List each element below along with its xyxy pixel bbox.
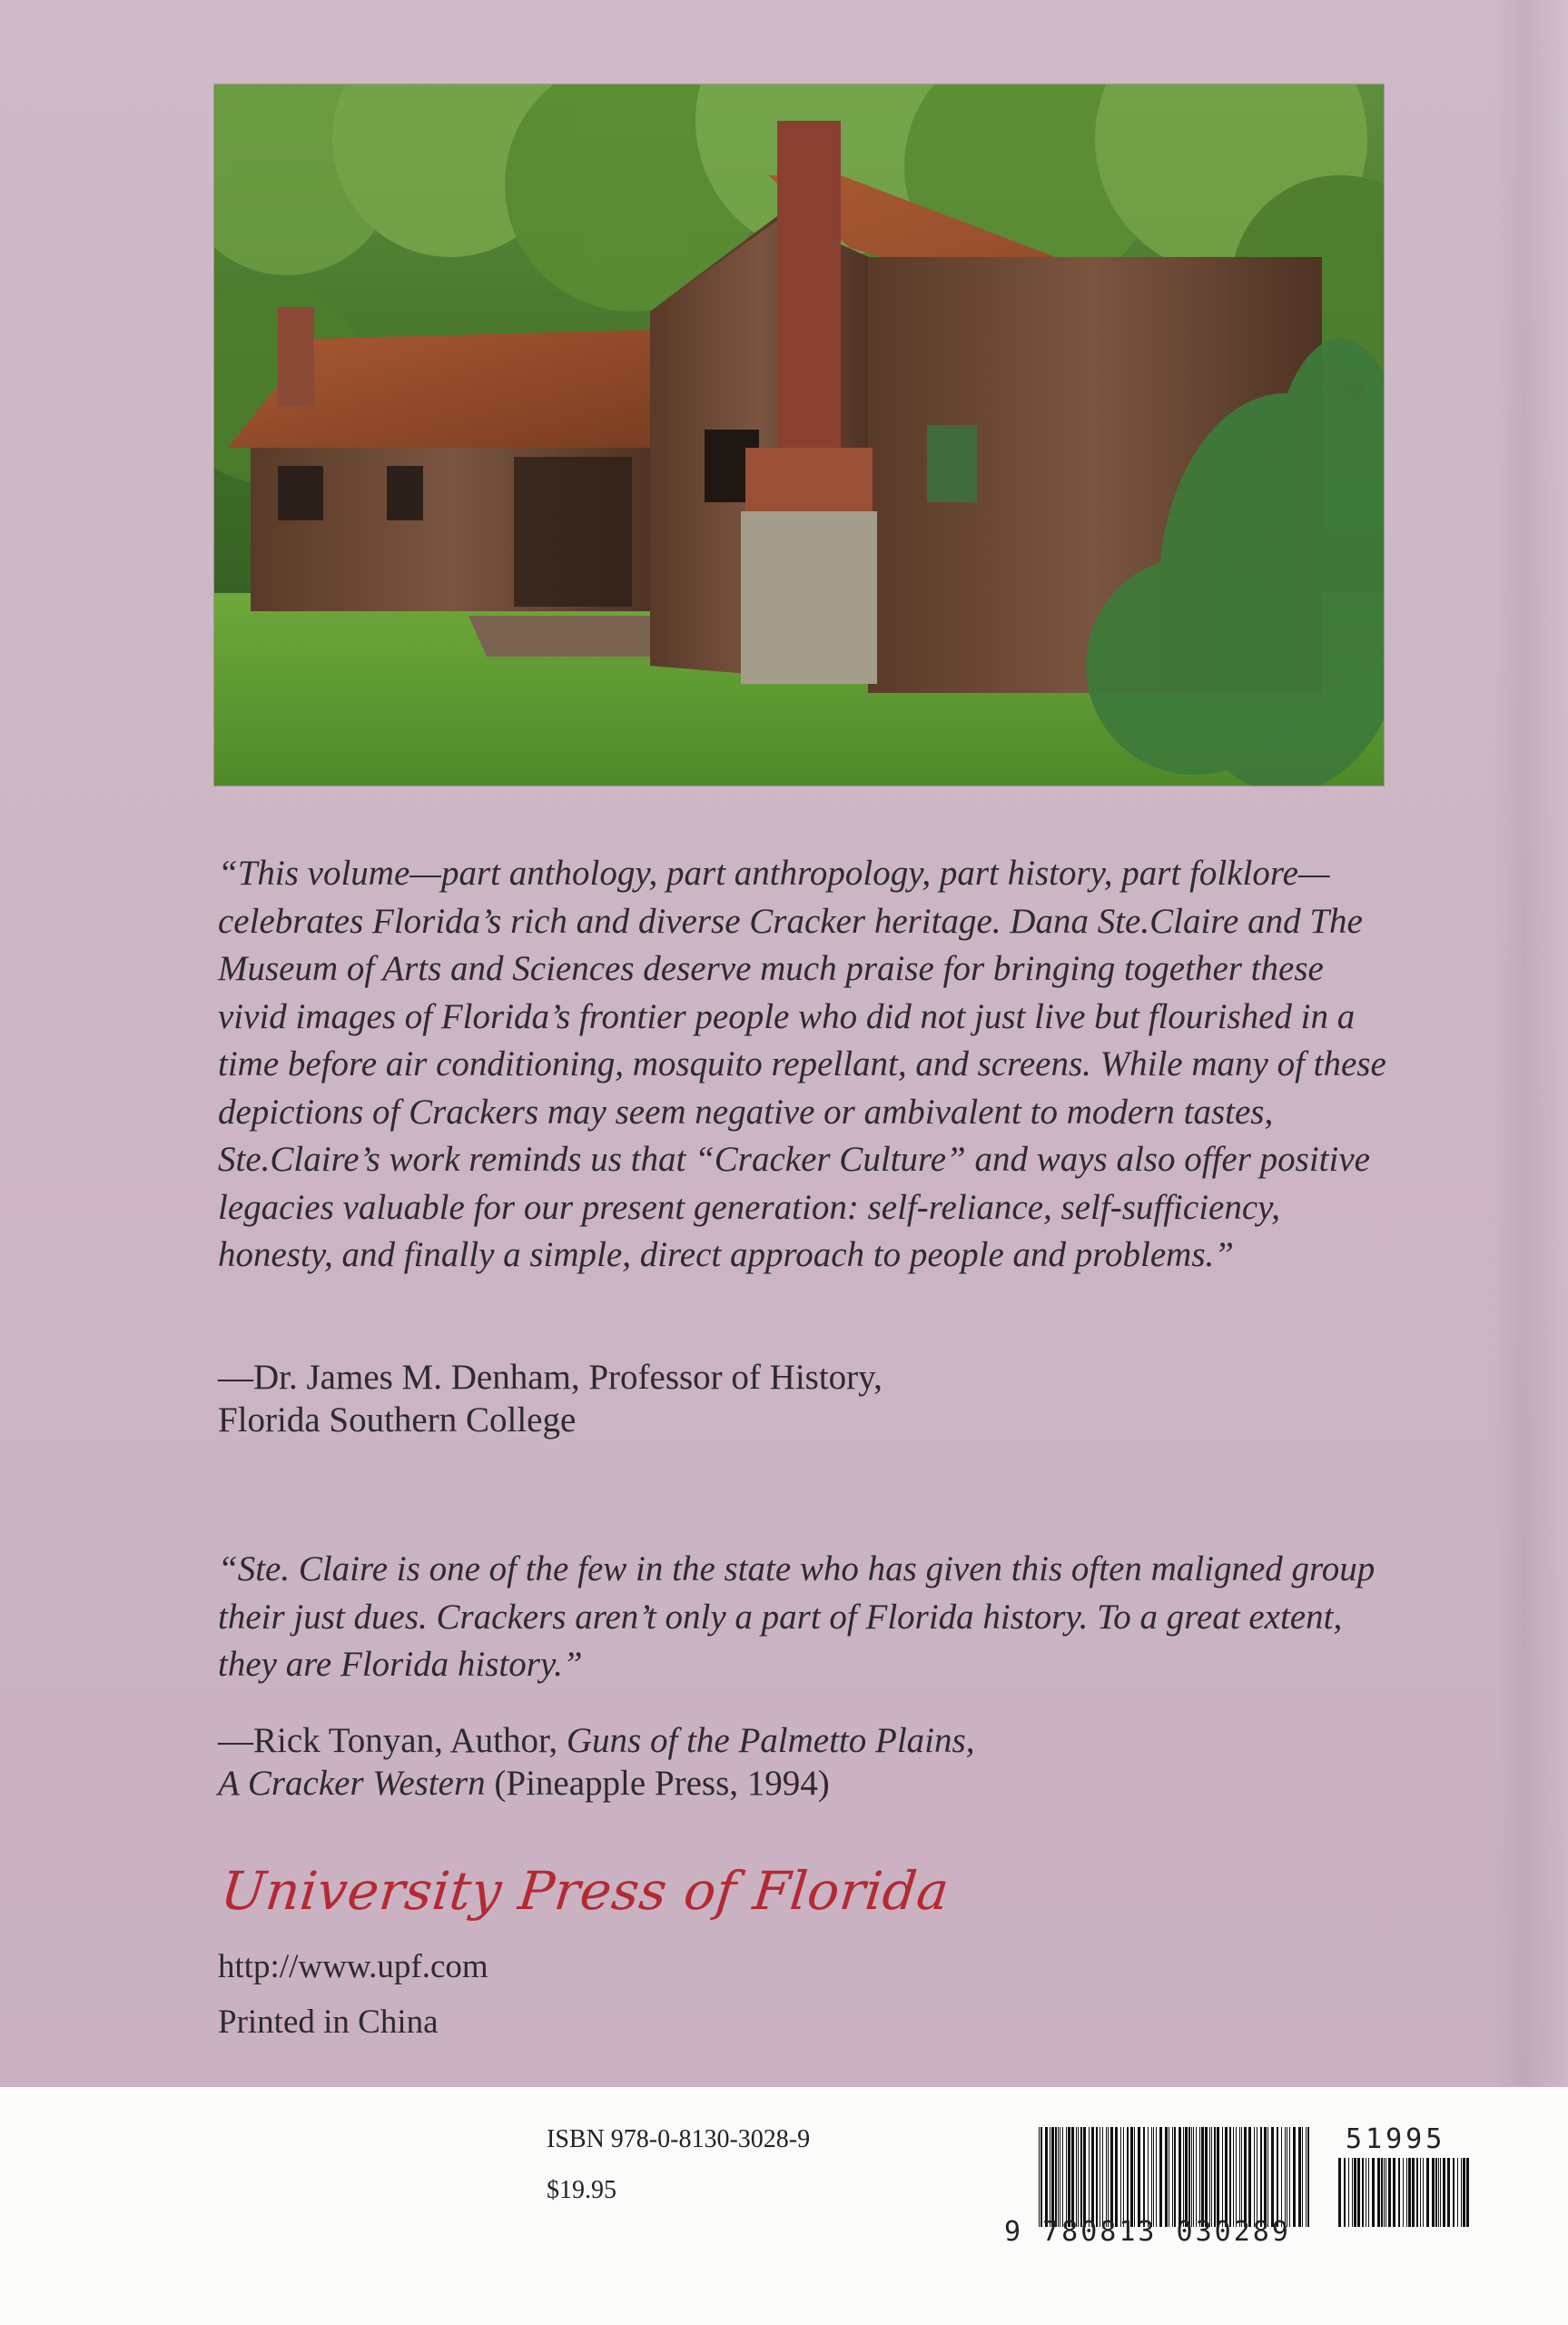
barcode-bar	[1222, 2127, 1223, 2227]
barcode-bar	[1426, 2158, 1429, 2227]
barcode-bar	[1102, 2127, 1103, 2227]
barcode-bar	[1440, 2158, 1441, 2227]
barcode-bar	[1244, 2127, 1247, 2227]
barcode-bar	[1271, 2127, 1274, 2227]
barcode-bar	[1185, 2127, 1188, 2227]
attribution-tonyan-book2: A Cracker Western	[218, 1764, 486, 1803]
barcode-bar	[1236, 2127, 1237, 2227]
barcode-digits: 9 780813 030289	[1004, 2216, 1291, 2248]
isbn-barcode	[1039, 2127, 1311, 2227]
barcode-bar	[1267, 2127, 1268, 2227]
barcode-bar	[1178, 2127, 1181, 2227]
barcode-bar	[1199, 2127, 1200, 2227]
barcode-bar	[1172, 2127, 1173, 2227]
barcode-bar	[1248, 2127, 1251, 2227]
barcode-bar	[1461, 2158, 1462, 2227]
barcode-bar	[1039, 2127, 1040, 2227]
barcode-bar	[1277, 2127, 1278, 2227]
barcode-bar	[1344, 2158, 1346, 2227]
cracker-house-photo	[214, 84, 1384, 786]
barcode-bar	[1412, 2158, 1415, 2227]
barcode-bar	[1159, 2127, 1162, 2227]
addon-digits: 51995	[1346, 2123, 1446, 2155]
barcode-bar	[1233, 2127, 1234, 2227]
barcode-bar	[1285, 2127, 1286, 2227]
barcode-bar	[1466, 2158, 1469, 2227]
barcode-bar	[1066, 2127, 1067, 2227]
barcode-bar	[1068, 2127, 1070, 2227]
barcode-bar	[1447, 2158, 1450, 2227]
barcode-bar	[1388, 2158, 1391, 2227]
barcode-bar	[1393, 2158, 1395, 2227]
barcode-bar	[1281, 2127, 1282, 2227]
barcode-bar	[1416, 2158, 1418, 2227]
barcode-bar	[1403, 2158, 1404, 2227]
barcode-bar	[1453, 2158, 1455, 2227]
barcode-bar	[1193, 2127, 1194, 2227]
barcode-bar	[1089, 2127, 1090, 2227]
barcode-bar	[1062, 2127, 1063, 2227]
barcode-bar	[1293, 2127, 1296, 2227]
barcode-bar	[1302, 2127, 1303, 2227]
barcode-bar	[1381, 2158, 1383, 2227]
barcode-bar	[1148, 2127, 1149, 2227]
barcode-bar	[1076, 2127, 1077, 2227]
barcode-bar	[1174, 2127, 1176, 2227]
barcode-bar	[1398, 2158, 1400, 2227]
barcode-bar	[1127, 2127, 1129, 2227]
review-quote-denham: “This volume—part anthology, part anthropology, part history, part folklore—celebrates Florida’s rich and diverse Cracker heritage. Dana Ste.Claire and The Museum of Arts and Sciences deserve much praise for bringing together these vivid images of Florida’s frontier people who did not just live but flourished in a time before air conditioning, mosquito repellant, and screens. While many of these depictions of Crackers may seem negative or ambivalent to modern tastes, Ste.Claire’s work reminds us that “Cracker Culture” and ways also offer positive legacies valuable for our present generation: self-reliance, self-sufficiency, honesty, and finally a simple, direct approach to people and problems.”	[218, 854, 1386, 1274]
barcode-bar	[1229, 2127, 1231, 2227]
barcode-bar	[1260, 2127, 1262, 2227]
barcode-bar	[1357, 2158, 1360, 2227]
attribution-tonyan-prefix: —Rick Tonyan, Author,	[218, 1721, 567, 1760]
attribution-tonyan-book: Guns of the Palmetto Plains,	[566, 1721, 975, 1760]
barcode-bar	[1106, 2127, 1107, 2227]
barcode-bar	[1058, 2127, 1059, 2227]
barcode-bar	[1040, 2127, 1042, 2227]
barcode-bar	[1423, 2158, 1424, 2227]
barcode-bar	[1306, 2127, 1307, 2227]
cracker-house-illustration	[214, 84, 1384, 786]
barcode-bar	[1201, 2127, 1204, 2227]
price-label: $19.95	[547, 2176, 616, 2204]
printed-in: Printed in China	[218, 2003, 439, 2041]
barcode-bar	[1143, 2127, 1145, 2227]
barcode-bar	[1153, 2127, 1154, 2227]
barcode-bar	[1408, 2158, 1411, 2227]
barcode-bar	[1183, 2127, 1184, 2227]
barcode-bar	[1239, 2127, 1240, 2227]
barcode-bar	[1264, 2127, 1267, 2227]
barcode-bar	[1108, 2127, 1109, 2227]
barcode-bar	[1130, 2127, 1133, 2227]
barcode-bar	[1115, 2127, 1118, 2227]
barcode-bar	[1156, 2127, 1157, 2227]
barcode-bar	[1438, 2158, 1439, 2227]
barcode-bar	[1051, 2127, 1054, 2227]
barcode-bar	[1138, 2127, 1140, 2227]
isbn-label: ISBN 978-0-8130-3028-9	[547, 2125, 811, 2153]
barcode-bar	[1372, 2158, 1375, 2227]
barcode-bar	[1205, 2127, 1208, 2227]
barcode-bar	[1225, 2127, 1228, 2227]
barcode-bar	[1241, 2127, 1242, 2227]
barcode-bar	[1298, 2127, 1301, 2227]
barcode-bar	[1420, 2158, 1421, 2227]
barcode-bar	[1289, 2127, 1290, 2227]
barcode-bar	[1151, 2127, 1152, 2227]
attribution-denham	[218, 1356, 1217, 1441]
attribution-tonyan-suffix: (Pineapple Press, 1994)	[485, 1764, 830, 1803]
barcode-bar	[1165, 2127, 1168, 2227]
barcode-bar	[1191, 2127, 1192, 2227]
attribution-tonyan-line1	[218, 1719, 1217, 1762]
barcode-bar	[1457, 2158, 1458, 2227]
barcode-bar	[1362, 2158, 1364, 2227]
barcode-bar	[1120, 2127, 1121, 2227]
publisher-url: http://www.upf.com	[218, 1948, 488, 1985]
barcode-bar	[1254, 2127, 1255, 2227]
barcode-bar	[1406, 2158, 1407, 2227]
barcode-bar	[1338, 2158, 1341, 2227]
price-addon-barcode	[1338, 2158, 1471, 2227]
barcode-bar	[1080, 2127, 1082, 2227]
attribution-tonyan	[218, 1719, 1217, 1805]
barcode-bar	[1045, 2127, 1048, 2227]
attribution-denham-line2: Florida Southern College	[218, 1400, 577, 1440]
publisher-logo: University Press of Florida	[218, 1860, 952, 1922]
barcode-bar	[1307, 2127, 1309, 2227]
barcode-bar	[1055, 2127, 1057, 2227]
barcode-bar	[1110, 2127, 1113, 2227]
barcode-bar	[1214, 2127, 1216, 2227]
barcode-bar	[1091, 2127, 1094, 2227]
barcode-bar	[1071, 2127, 1074, 2227]
barcode-bar	[1217, 2127, 1219, 2227]
barcode-bar	[1435, 2158, 1437, 2227]
review-quote-tonyan: “Ste. Claire is one of the few in the state who has given this often maligned group their just dues. Crackers aren’t only a part of Florida history. To a great extent, they are Florida history.”	[218, 1549, 1376, 1684]
barcode-bar	[1078, 2127, 1079, 2227]
barcode-bar	[1123, 2127, 1124, 2227]
barcode-bar	[1432, 2158, 1435, 2227]
barcode-bar	[1352, 2158, 1353, 2227]
barcode-bar	[1348, 2158, 1349, 2227]
barcode-bar	[1354, 2158, 1356, 2227]
barcode-bar	[1377, 2158, 1380, 2227]
barcode-bar	[1443, 2158, 1445, 2227]
attribution-tonyan-line2	[218, 1762, 1217, 1805]
barcode-bar	[1384, 2158, 1385, 2227]
barcode-bar	[1209, 2127, 1210, 2227]
barcode-bar	[1188, 2127, 1190, 2227]
barcode-bar	[1096, 2127, 1098, 2227]
barcode-bar	[1463, 2158, 1465, 2227]
barcode-bar	[1083, 2127, 1086, 2227]
barcode-strip	[0, 2087, 1568, 2325]
barcode-bar	[1196, 2127, 1197, 2227]
barcode-bar	[1368, 2158, 1369, 2227]
cover-edge-shading	[1494, 0, 1568, 2087]
attribution-denham-line1: —Dr. James M. Denham, Professor of History,	[218, 1358, 883, 1397]
barcode-bar	[1211, 2127, 1212, 2227]
barcode-bar	[1134, 2127, 1135, 2227]
